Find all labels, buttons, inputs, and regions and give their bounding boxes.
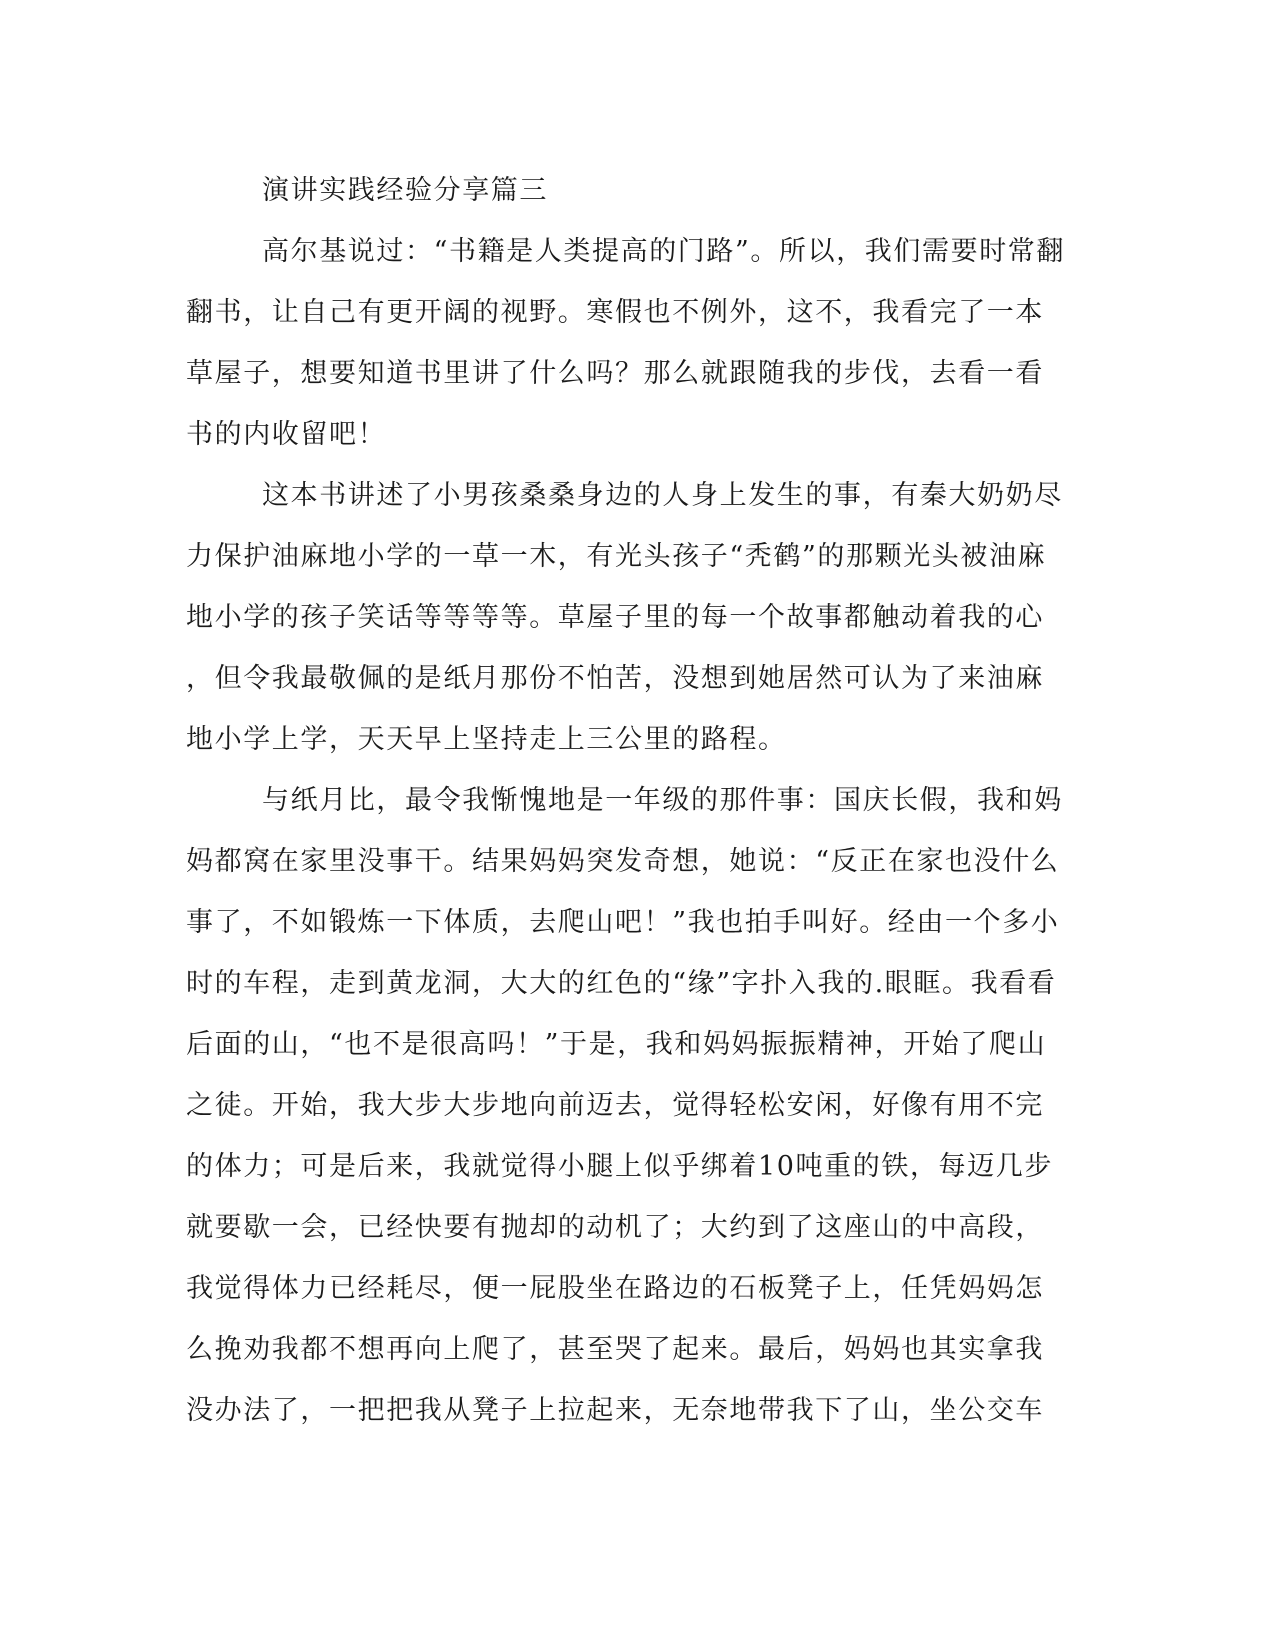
paragraph-line: 我觉得体力已经耗尽，便一屁股坐在路边的石板凳子上，任凭妈妈怎 (186, 1273, 1044, 1304)
paragraph-line: 之徒。开始，我大步大步地向前迈去，觉得轻松安闲，好像有用不完 (186, 1090, 1044, 1121)
paragraph-line: 地小学的孩子笑话等等等等。草屋子里的每一个故事都触动着我的心 (186, 602, 1044, 633)
paragraph-line: 后面的山，“也不是很高吗！”于是，我和妈妈振振精神，开始了爬山 (186, 1029, 1047, 1060)
paragraph-line: 书的内收留吧！ (186, 419, 387, 450)
paragraph-line: 与纸月比，最令我惭愧地是一年级的那件事：国庆长假，我和妈 (262, 785, 1063, 816)
paragraph-line: 力保护油麻地小学的一草一木，有光头孩子“秃鹤”的那颗光头被油麻 (186, 541, 1047, 572)
paragraph-line: 时的车程，走到黄龙洞，大大的红色的“缘”字扑入我的.眼眶。我看看 (186, 968, 1057, 999)
paragraph-line: 这本书讲述了小男孩桑桑身边的人身上发生的事，有秦大奶奶尽 (262, 480, 1063, 511)
document-body (186, 160, 1066, 1441)
paragraph-line: 翻书，让自己有更开阔的视野。寒假也不例外，这不，我看完了一本 (186, 297, 1044, 328)
paragraph-line: 事了，不如锻炼一下体质，去爬山吧！”我也拍手叫好。经由一个多小 (186, 907, 1060, 938)
paragraph-line: 没办法了，一把把我从凳子上拉起来，无奈地带我下了山，坐公交车 (186, 1395, 1044, 1426)
paragraph-line: ，但令我最敬佩的是纸月那份不怕苦，没想到她居然可认为了来油麻 (186, 663, 1044, 694)
paragraph-line: 的体力；可是后来，我就觉得小腿上似乎绑着10吨重的铁，每迈几步 (186, 1151, 1053, 1182)
paragraph-line: 地小学上学，天天早上坚持走上三公里的路程。 (186, 724, 787, 755)
paragraph-line: 么挽劝我都不想再向上爬了，甚至哭了起来。最后，妈妈也其实拿我 (186, 1334, 1044, 1365)
paragraph-3 (186, 770, 1066, 1441)
paragraph-2 (186, 465, 1066, 770)
section-heading: 演讲实践经验分享篇三 (262, 175, 548, 206)
paragraph-1 (186, 221, 1066, 465)
paragraph-line: 高尔基说过：“书籍是人类提高的门路”。所以，我们需要时常翻 (262, 236, 1066, 267)
paragraph-line: 草屋子，想要知道书里讲了什么吗？那么就跟随我的步伐，去看一看 (186, 358, 1044, 389)
paragraph-line: 就要歇一会，已经快要有抛却的动机了；大约到了这座山的中高段， (186, 1212, 1044, 1243)
paragraph-line: 妈都窝在家里没事干。结果妈妈突发奇想，她说：“反正在家也没什么 (186, 846, 1060, 877)
